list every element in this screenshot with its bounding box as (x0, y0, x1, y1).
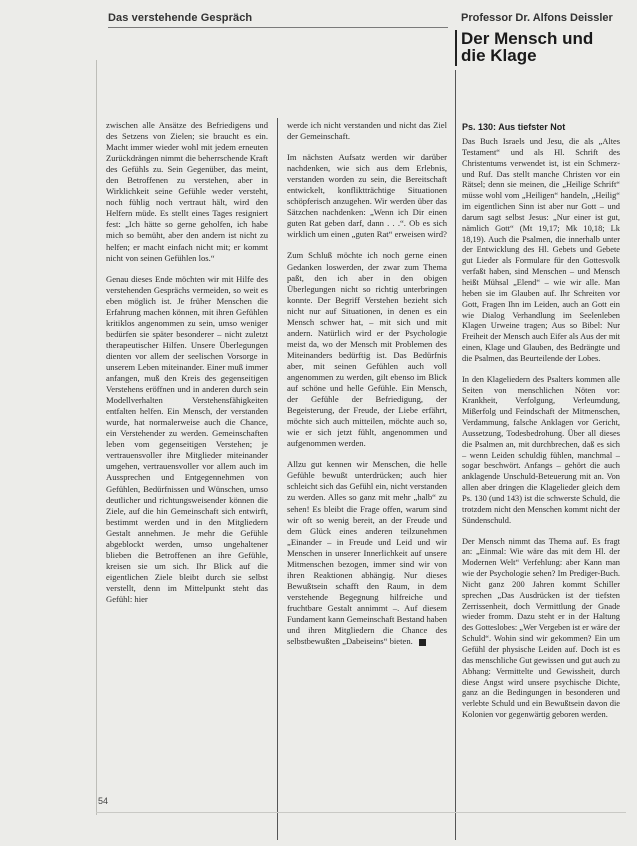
section-header-left: Das verstehende Gespräch (108, 12, 253, 24)
paragraph (287, 459, 447, 647)
paragraph: In den Klageliedern des Psalters kommen alle Seiten von menschlichen Nöten vor: Krankheit, Verfolgung, Verleumdung, Mißerfolg und Feindschaft der Mitmenschen, Verdammung, falsche Anklagen vor Gericht, Aussetzung, Todesbedrohung. Über all dieses die Psalmen an, mit durchbrechen, daß es sich – wenn Leiden schuldig fühlen, manchmal – sogar beschwört. Anfangs – gehört die auch anklagende Unschuld-Beteuerung mit an. Von allen aber dringen die Klagelieder gleich dem Ps. 130 (und 143) ist die schwerste Schuld, die trotzdem nicht den Menschen kommt nicht der Sündenschuld. (462, 374, 620, 525)
text-column-3 (462, 137, 620, 837)
paragraph-text: Allzu gut kennen wir Menschen, die helle Gefühle bewußt unterdrücken; auch hier schleicht sich das Gefühl ein, nicht verstanden zu werden. Alles so ganz mit mehr „halb“ zu sehen! Es bleibt die Frage offen, warum sind wir oft so wenig bereit, an der Freude und dem Glück eines anderen teilzunehmen „Einander – in Freude und Leid und wir Menschen in unserer Innerlichkeit auf unsere Mitmenschen bezogen, immer sind wir von ihren Reaktionen abhängig. Nur dieses Bewußtsein schafft den Raum, in dem verstehende Begegnung hilfreiche und fruchtbare Gestalt annimmt –. Auf diesem Fundament kann Gemeinschaft Bestand haben und ihren Mitgliedern die Chance des selbstbewußten „Dabeiseins“ bieten. (287, 459, 447, 647)
paragraph: Genau dieses Ende möchten wir mit Hilfe des verstehenden Gesprächs vermeiden, so weit es eben möglich ist. Je früher Menschen die Erfahrung machen können, mit ihren Gefühlen kritiklos angenommen zu sein, umso weniger bedürfen sie später besonderer – nicht zuletzt therapeutischer Hilfen. Unsere Überlegungen dienten vor allem der seelischen Vorsorge in unserem Leben miteinander. Einer muß immer anfangen, muß den Kreis des gegenseitigen Verstehens eröffnen und in anderen durch sein Modellverhalten Verstehensfähigkeiten entfalten helfen. Ein Mensch, der verstanden wurde, hat normalerweise auch die Chance, ein Verstehender zu werden. Gemeinschaften leben vom gegenseitigen Verstehen; je vertrauensvoller ihre Mitglieder miteinander umgehen, vertrauensvoller vor allem auch im Aussprechen und Entgegennehmen von Gefühlen, Bedürfnissen und Wünschen, umso deutlicher und richtungsweisender können die Ziele, auf die hin Gemeinschaft sich entwirft, bestimmt werden und in den Mitgliedern Gestalt annehmen. Je mehr die Gefühle abgeblockt werden, umso ungehaltener blieben die Betroffenen an ihre Gefühle, kreisen sie um sich. Ihr Blick auf die eigentlichen Ziele bleibt durch sie selbst verstellt, denn im Mittelpunkt steht das Gefühl: hier (106, 273, 268, 604)
header-rule (108, 27, 448, 28)
column-divider (277, 118, 278, 840)
article-author: Professor Dr. Alfons Deissler (461, 12, 613, 24)
text-column-1 (106, 120, 268, 838)
paragraph: Das Buch Israels und Jesu, die als „Altes Testament“ und als Hl. Schrift des Christentums verwendet ist, ist ein Schmerz- und Ruf. Das stellt manche Christen vor ein Rätsel; denn sie meinen, die „Heilige Schrift“ müsse wohl vom „Heiligen“ handeln, „Heilig“ im eigentlichen Sinn ist aber nur Gott – und darum sagt selbst Jesus: „Nur einer ist gut, nämlich Gott“ (Mt 19,17; Mk 10,18; Lk 18,19). Auch die Psalmen, die innerhalb unter der Entwicklung des Hl. Gebets und Gebete gut Lieder als Formulare für den Gottesvolk verfaßt haben, sind Menschen – und Mensch heißt Mühsal „Elend“ – wie wir alle. Man heben sie im Glauben auf. Ihr Schreiten vor Gott, Fragen Ihn im Leiden, auch an Gott ein wie Dialog Verhandlung im Seelenleben Klagen Urweine tragen; Aus so Bibel: Nur Freiheit der Mensch auch Eifer als Aus der mit einen, Klage und Glauben, des Bedrängte und die Psalmen, das Beurteilende der Lobes. (462, 137, 620, 363)
section-heading: Ps. 130: Aus tiefster Not (462, 122, 566, 132)
paragraph: Im nächsten Aufsatz werden wir darüber nachdenken, wie sich aus dem Erlebnis, verstanden worden zu sein, die Bereitschaft entwickelt, konfliktträchtige Situationen schöpferisch anzugehen. Wir werden über das Sätzchen nachdenken: „Wenn ich Dir einen guten Rat geben darf, dann . . .“. Ob es sich wirklich um einen „guten Rat“ erweisen wird? (287, 152, 447, 240)
page-edge-line (96, 60, 97, 815)
article-title: Der Mensch und die Klage (461, 29, 594, 65)
text-column-2 (287, 120, 447, 838)
column-divider (455, 70, 456, 840)
bottom-rule (96, 812, 626, 813)
paragraph: werde ich nicht verstanden und nicht das Ziel der Gemeinschaft. (287, 120, 447, 142)
paragraph: Der Mensch nimmt das Thema auf. Es fragt an: „Einmal: Wie wäre das mit dem Hl. der Modernen Welt“ Verfehlung: aber Kann man wie der Psychologie sehen? Im Prediger-Buch. Nicht ganz 200 Jahren kommt Schiller sprechen „Das Ausdrücken ist der tiefsten Zerrissenheit, doch Vermittlung der Gnade wieder fromm. Dazu steht er in der Haltung des Gotteslobes: „Wer Vergeben ist er wäre der Schuld“. Wohin sind wir gekommen? Ein um Gefühl der physische Leiden auf. Doch ist es das menschliche Gut gewissen und gut auch zu Abhang: Vermittelte und Gewissheit, durch diese Angst wird unsere psychische Dichte, ganz an die Bedingungen in besonderen und verlebte Schuld und ein Bewußtsein davon die Kolonien vor gegenwärtig geboren werden. (462, 536, 620, 720)
title-accent-bar (455, 30, 457, 66)
end-mark-icon (419, 639, 426, 646)
paragraph: zwischen alle Ansätze des Befriedigens und des Setzens von Zielen; sie braucht es ein. Macht immer wieder wohl mit jedem erneuten Zurückdrängen nimmt die beherrschende Kraft des Gefühls zu. Sein Gegenüber, das meint, den Betroffenen zu verstehen, aber in Wirklichkeit seine Gefühle weder versteht, noch fühlig noch vertraut hält, wird den Helfern müde. Es stellt eines Tages resigniert fest: „Ich hätte so gerne geholfen, ich habe mich so bemüht, aber den andern ist nicht zu helfen; er macht einfach nicht mit; er kommt nicht von seinen Gefühlen los.“ (106, 120, 268, 263)
page-number: 54 (98, 796, 109, 806)
paragraph: Zum Schluß möchte ich noch gerne einen Gedanken loswerden, der zwar zum Thema paßt, den ich aber in den obigen Überlegungen nicht so richtig unterbringen konnte. Der Begriff Verstehen bezieht sich nicht nur auf Situationen, in denen es ein Mensch schwer hat, – mit sich und mit andern. Natürlich wird er der Psychologie meist da, wo der Mensch mit Problemen des Miteinanders bedürftig ist. Das Bedürfnis aber, mit seinen Gefühlen auch voll angenommen zu werden, gilt ebenso im Blick auf schöne und helle Gefühle. Ein Mensch, der Gefühle der Befriedigung, der Begeisterung, der Freude, der Liebe erfährt, möchte sich auch mitteilen, möchte auch so, wie er sich jetzt fühlt, angenommen und aufgenommen werden. (287, 250, 447, 449)
